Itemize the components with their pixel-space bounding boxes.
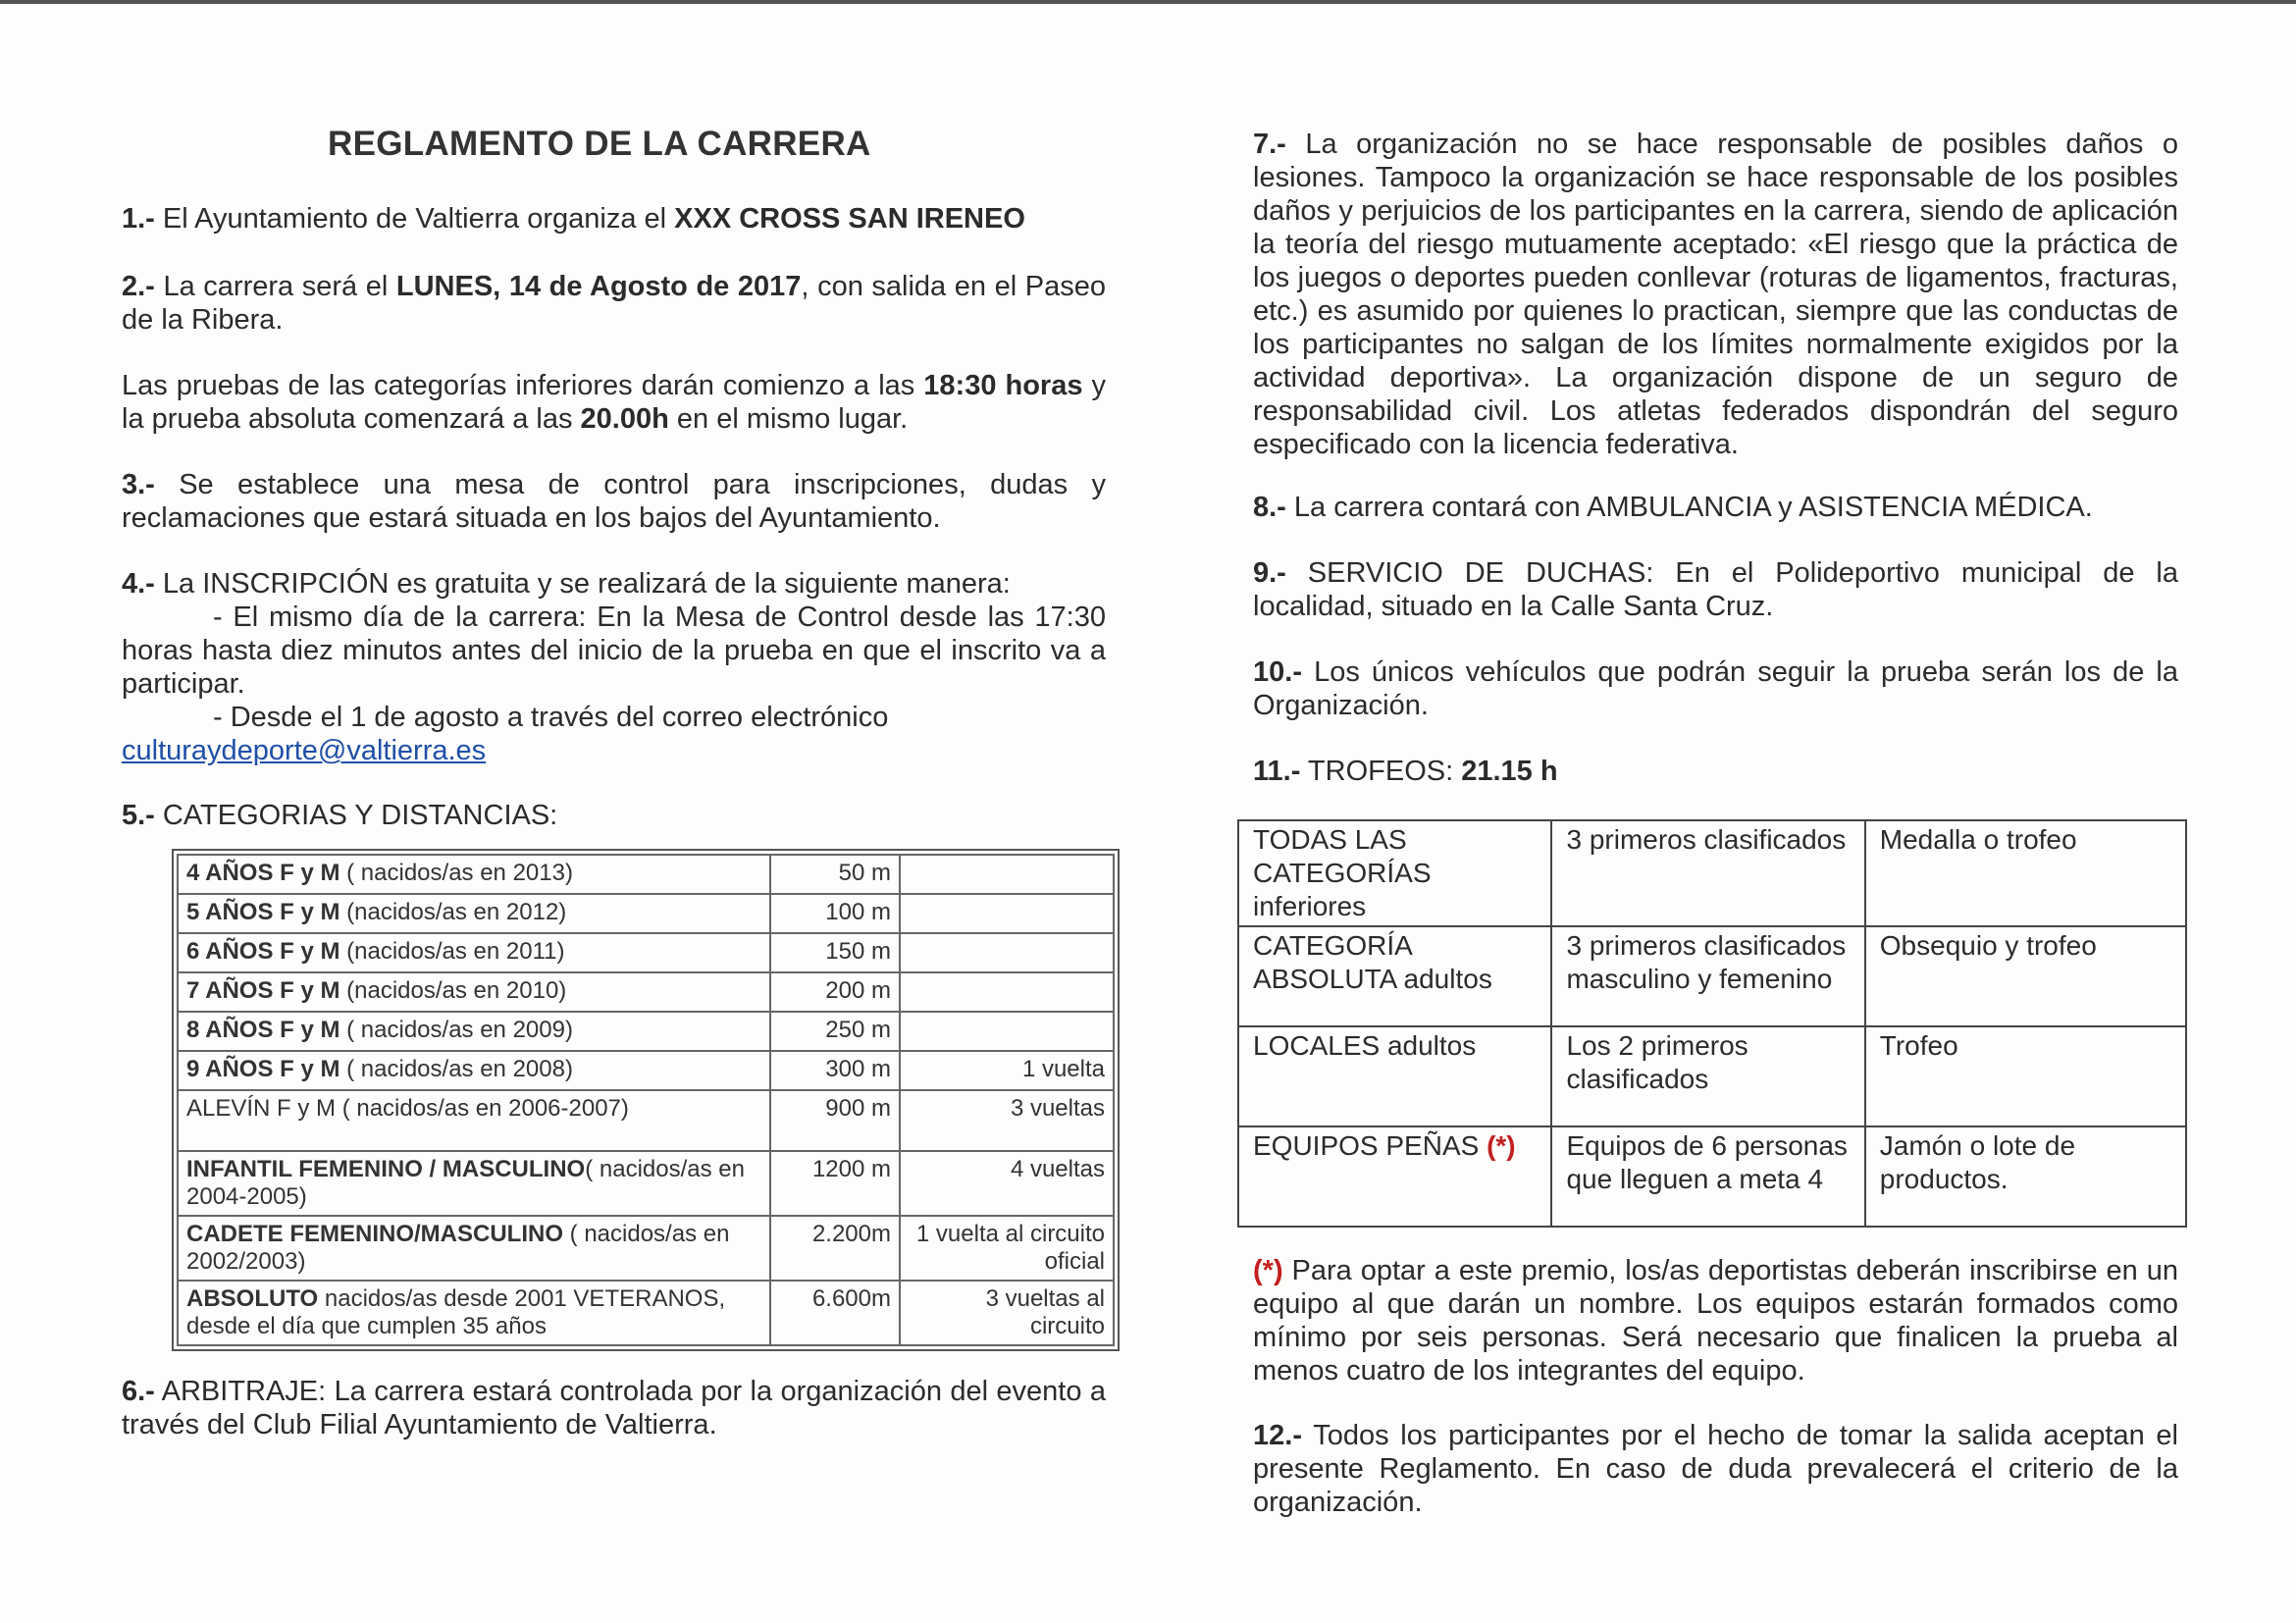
trophy-row [1238,820,2186,926]
category-distance: 150 m [770,933,900,972]
category-row [178,972,1114,1012]
category-laps: 1 vuelta al circuito oficial [900,1216,1114,1281]
trophy-prize: Trofeo [1865,1026,2186,1126]
team-note: (*) Para optar a este premio, los/as deportistas deberán inscribirse en un equipo al que darán un nombre. Los equipos estarán formados como mínimo por seis personas. Será necesario que finalicen la prueba al menos cuatro de los integrantes del equipo. [1253,1255,2178,1387]
category-distance: 900 m [770,1090,900,1151]
trophy-prize: Jamón o lote de productos. [1865,1126,2186,1227]
registration-option-1: - El mismo día de la carrera: En la Mesa de Control desde las 17:30 horas hasta diez minutos antes del inicio de la prueba en que el inscrito va a participar. [122,602,1106,700]
rule-10: 10.- Los únicos vehículos que podrán seguir la prueba serán los de la Organización. [1253,656,2178,721]
trophy-category: CATEGORÍA ABSOLUTA adultos [1238,926,1551,1026]
category-name: INFANTIL FEMENINO / MASCULINO( nacidos/as en 2004-2005) [178,1151,770,1216]
category-name: 8 AÑOS F y M ( nacidos/as en 2009) [178,1012,770,1051]
category-name: 5 AÑOS F y M (nacidos/as en 2012) [178,894,770,933]
category-row [178,855,1114,894]
rule-12: 12.- Todos los participantes por el hecho de tomar la salida aceptan el presente Reglamento. En caso de duda prevalecerá el criterio de la organización. [1253,1420,2178,1518]
trophy-prize: Obsequio y trofeo [1865,926,2186,1026]
category-row [178,1151,1114,1216]
category-distance: 100 m [770,894,900,933]
category-laps: 4 vueltas [900,1151,1114,1216]
category-distance: 250 m [770,1012,900,1051]
category-distance: 200 m [770,972,900,1012]
trophy-winners: 3 primeros clasificados [1551,820,1864,926]
category-name: 9 AÑOS F y M ( nacidos/as en 2008) [178,1051,770,1090]
category-distance: 6.600m [770,1281,900,1345]
trophy-prize: Medalla o trofeo [1865,820,2186,926]
categories-table [177,854,1115,1346]
document-title: REGLAMENTO DE LA CARRERA [328,125,871,163]
email-link[interactable]: culturaydeporte@valtierra.es [122,735,487,766]
category-laps [900,933,1114,972]
footnote-marker: (*) [1487,1130,1516,1161]
trophies-table [1237,819,2187,1228]
category-name: ALEVÍN F y M ( nacidos/as en 2006-2007) [178,1090,770,1151]
category-row [178,933,1114,972]
trophy-winners: Los 2 primeros clasificados [1551,1026,1864,1126]
rule-2: 2.- La carrera será el LUNES, 14 de Agosto de 2017, con salida en el Paseo de la Ribera. [122,271,1106,336]
category-laps [900,972,1114,1012]
category-laps [900,1012,1114,1051]
category-laps: 3 vueltas al circuito [900,1281,1114,1345]
category-laps: 1 vuelta [900,1051,1114,1090]
category-row [178,1281,1114,1345]
category-distance: 50 m [770,855,900,894]
category-laps [900,894,1114,933]
rule-5: 5.- CATEGORIAS Y DISTANCIAS: [122,800,558,831]
rule-3: 3.- Se establece una mesa de control para inscripciones, dudas y reclamaciones que estará situada en los bajos del Ayuntamiento. [122,469,1106,534]
rule-11: 11.- TROFEOS: 21.15 h [1253,756,1558,787]
category-name: 7 AÑOS F y M (nacidos/as en 2010) [178,972,770,1012]
category-name: ABSOLUTO nacidos/as desde 2001 VETERANOS, desde el día que cumplen 35 años [178,1281,770,1345]
scan-top-edge [0,0,2296,4]
trophy-category: EQUIPOS PEÑAS (*) [1238,1126,1551,1227]
category-laps [900,855,1114,894]
rule-7: 7.- La organización no se hace responsable de posibles daños o lesiones. Tampoco la organización se hace responsable de los posibles daños y perjuicios de los participantes en la carrera, siendo de aplicación la teoría del riesgo mutuamente aceptado: «El riesgo que la práctica de los juegos o deportes pueden conllevar (roturas de ligamentos, fracturas, etc.) es asumido por quienes lo practican, siempre que las conductas de los participantes no salgan de los límites normalmente exigidos por la actividad deportiva». La organización dispone de un seguro de responsabilidad civil. Los atletas federados dispondrán del seguro especificado con la licencia federativa. [1253,129,2179,460]
trophy-row [1238,1126,2186,1227]
trophy-winners: Equipos de 6 personas que lleguen a meta 4 [1551,1126,1864,1227]
category-row [178,1090,1114,1151]
category-distance: 1200 m [770,1151,900,1216]
registration-option-2: - Desde el 1 de agosto a través del correo electrónico [213,702,889,733]
category-distance: 2.200m [770,1216,900,1281]
category-row [178,1012,1114,1051]
category-name: 4 AÑOS F y M ( nacidos/as en 2013) [178,855,770,894]
trophy-row [1238,1026,2186,1126]
rule-2-schedule: Las pruebas de las categorías inferiores darán comienzo a las 18:30 horas y la prueba absoluta comenzará a las 20.00h en el mismo lugar. [122,370,1106,435]
rule-1: 1.- El Ayuntamiento de Valtierra organiza el XXX CROSS SAN IRENEO [122,203,1025,235]
rule-9: 9.- SERVICIO DE DUCHAS: En el Polideportivo municipal de la localidad, situado en la Calle Santa Cruz. [1253,557,2178,622]
trophy-row [1238,926,2186,1026]
category-row [178,894,1114,933]
rule-4: 4.- La INSCRIPCIÓN es gratuita y se realizará de la siguiente manera: - El mismo día de la carrera: En la Mesa de Control desde las 17:30 horas hasta diez minutos antes del inicio de la prueba en que el inscrito va a participar. - Desde el 1 de agosto a través del correo electrónico culturaydeporte@valtierra.es [122,568,1106,766]
category-row [178,1216,1114,1281]
rule-8: 8.- La carrera contará con AMBULANCIA y ASISTENCIA MÉDICA. [1253,492,2093,523]
category-laps: 3 vueltas [900,1090,1114,1151]
category-distance: 300 m [770,1051,900,1090]
trophy-category: LOCALES adultos [1238,1026,1551,1126]
category-row [178,1051,1114,1090]
category-name: CADETE FEMENINO/MASCULINO ( nacidos/as en 2002/2003) [178,1216,770,1281]
trophy-category: TODAS LAS CATEGORÍAS inferiores [1238,820,1551,926]
category-name: 6 AÑOS F y M (nacidos/as en 2011) [178,933,770,972]
trophy-winners: 3 primeros clasificados masculino y femenino [1551,926,1864,1026]
rule-6: 6.- ARBITRAJE: La carrera estará controlada por la organización del evento a través del Club Filial Ayuntamiento de Valtierra. [122,1376,1106,1440]
